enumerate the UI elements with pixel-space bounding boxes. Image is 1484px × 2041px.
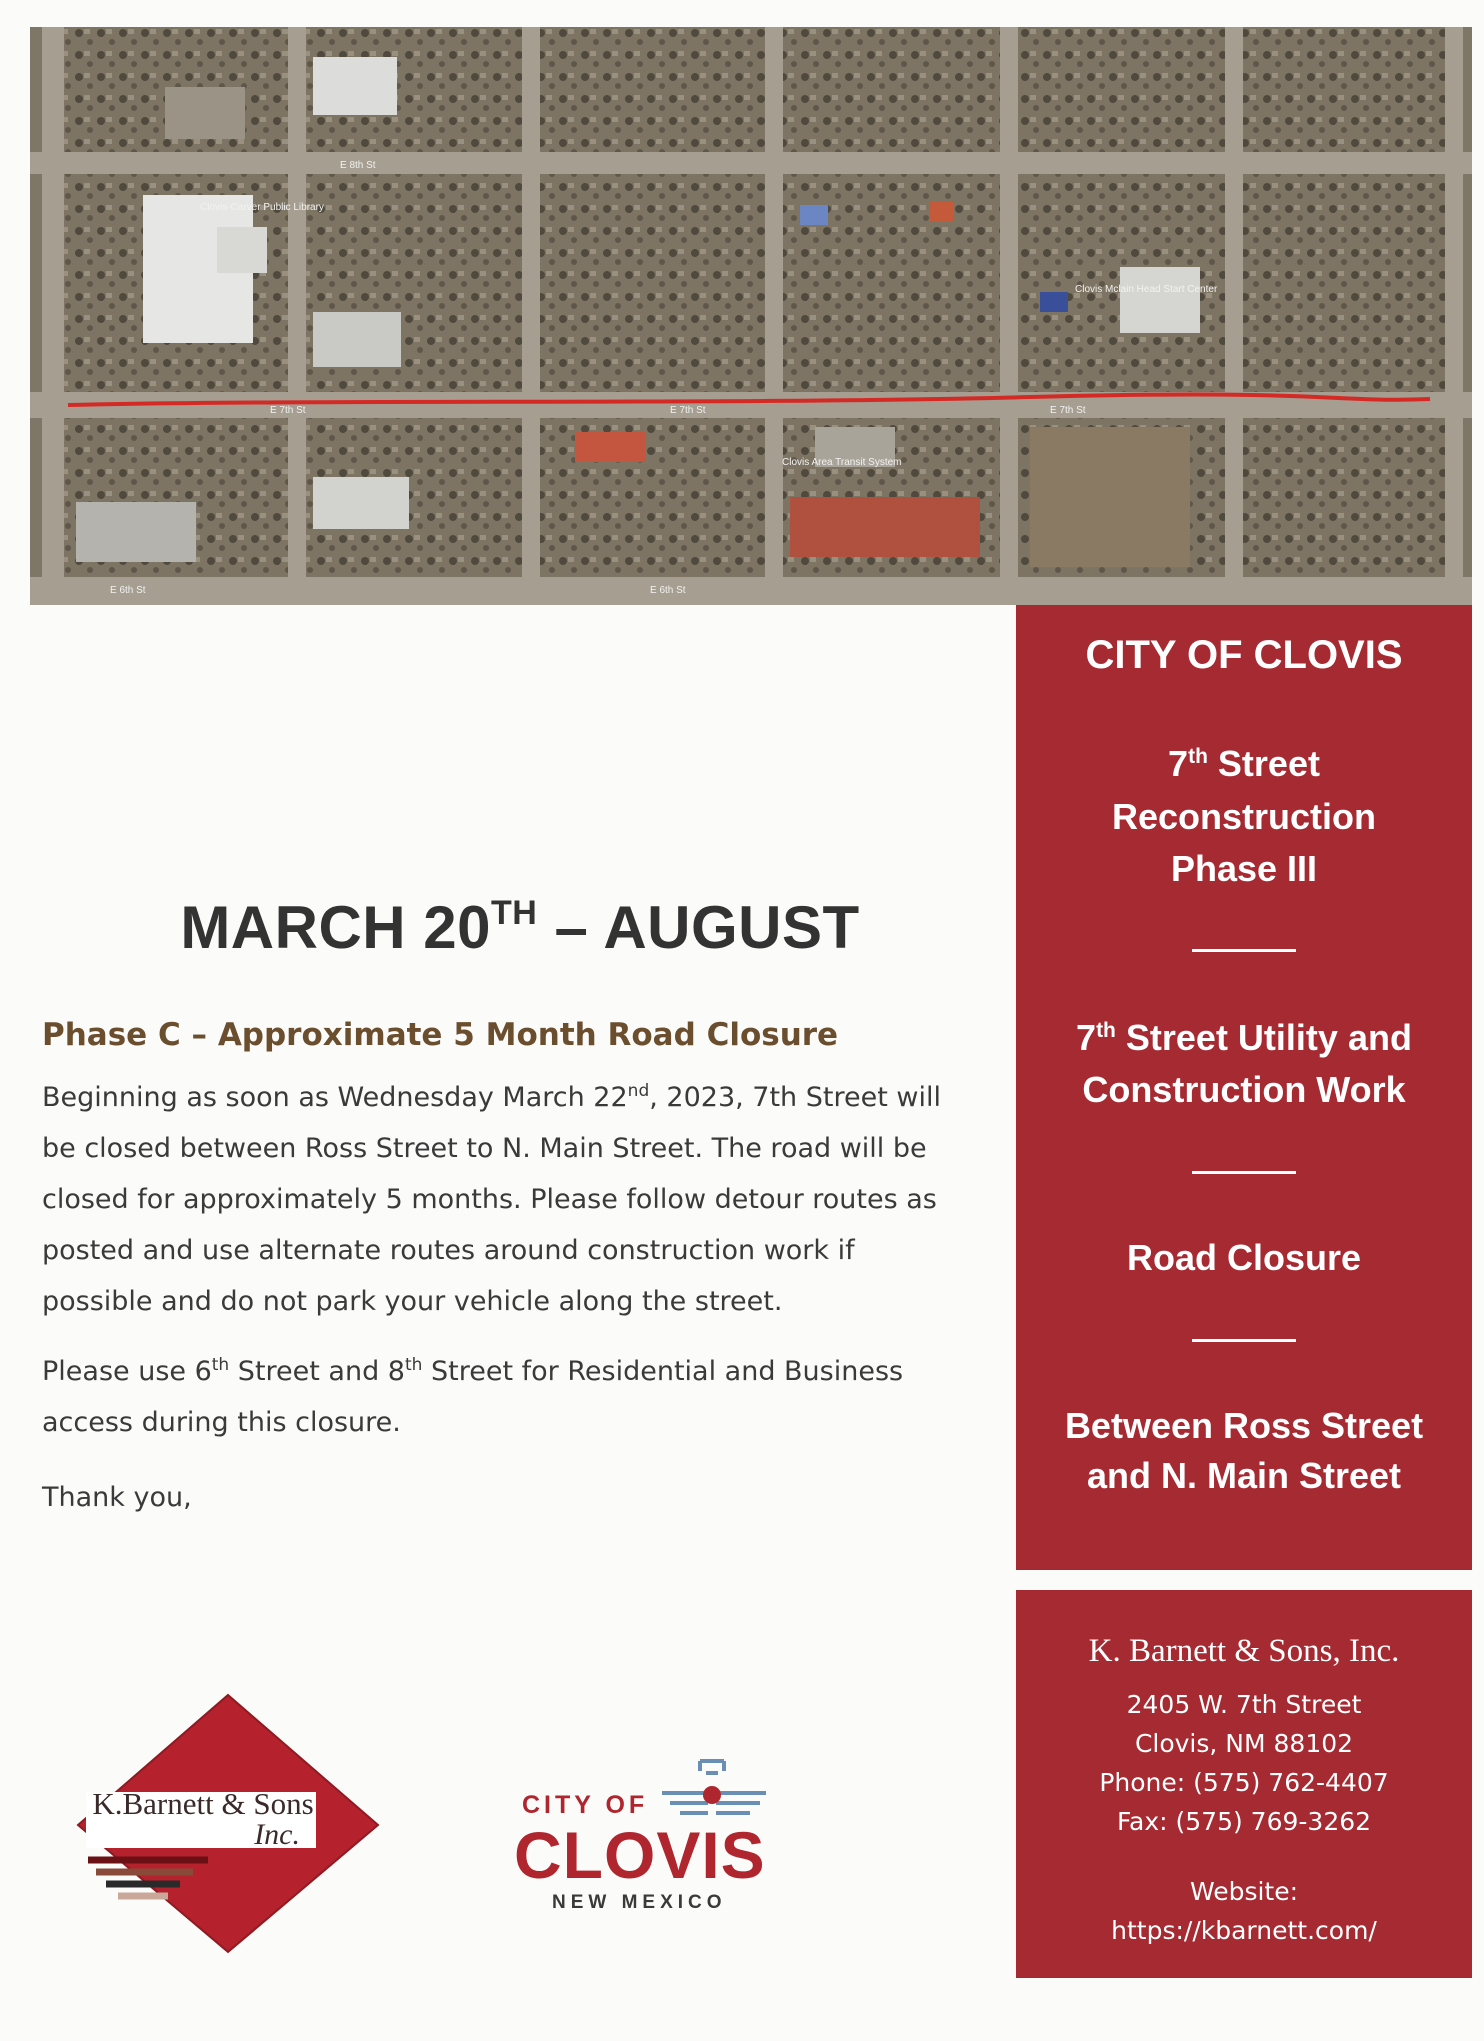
clovis-logo-state: NEW MEXICO [552, 1892, 727, 1913]
panel-closure: Road Closure [1126, 1237, 1362, 1278]
aerial-map-graphic [30, 27, 1472, 605]
map-label-headstart: Clovis Mclain Head Start Center [1075, 284, 1218, 295]
contact-website-label: Website: [1189, 1877, 1299, 1906]
kbarnett-logo [68, 1690, 388, 1960]
map-block [783, 27, 1000, 152]
panel-divider [1192, 1339, 1296, 1342]
para1-line2: be closed between Ross Street to N. Main Street. The road will be [42, 1133, 927, 1164]
para2-line2: access during this closure. [42, 1407, 401, 1438]
panel-divider [1192, 949, 1296, 952]
aerial-map [30, 27, 1472, 605]
map-street-8th: E 8th St [340, 160, 376, 171]
para1-line3: closed for approximately 5 months. Please follow detour routes as [42, 1184, 937, 1215]
contact-city: Clovis, NM 88102 [1134, 1729, 1354, 1758]
map-block [1018, 27, 1225, 152]
clovis-logo-name: CLOVIS [514, 1818, 766, 1892]
panel-divider [1192, 1171, 1296, 1174]
map-label-library: Clovis-Carver Public Library [200, 202, 324, 213]
para1-line4: posted and use alternate routes around construction work if [42, 1235, 855, 1266]
contact-phone: Phone: (575) 762-4407 [1099, 1768, 1389, 1797]
headline-end: – AUGUST [537, 894, 860, 961]
map-street-6th: E 6th St [110, 585, 146, 596]
map-street-7th: E 7th St [270, 405, 306, 416]
para1-line1: Beginning as soon as Wednesday March 22nd, 2023, 7th Street will [42, 1081, 941, 1113]
access-paragraph [42, 1346, 1002, 1448]
contact-website-link[interactable]: https://kbarnett.com/ [1111, 1916, 1377, 1945]
panel-between-line1: Between Ross Street [1064, 1405, 1424, 1446]
contact-box [1016, 1590, 1472, 1978]
contact-company: K. Barnett & Sons, Inc. [1088, 1633, 1400, 1669]
map-label-transit: Clovis Area Transit System [782, 457, 902, 468]
clovis-emblem-icon [660, 1755, 770, 1825]
map-block [540, 27, 765, 152]
panel-project-line1: 7th Street [1168, 743, 1320, 784]
kbarnett-logo-name: K.Barnett & Sons [92, 1786, 314, 1821]
panel-project-line3: Phase III [1170, 848, 1318, 889]
panel-work-line1: 7th Street Utility and [1076, 1017, 1412, 1058]
clovis-logo-cityof: CITY OF [522, 1791, 649, 1819]
para1-line5: possible and do not park your vehicle along the street. [42, 1286, 783, 1317]
map-street-7th-b: E 7th St [670, 405, 706, 416]
date-headline [40, 893, 1000, 962]
headline-date: MARCH 20 [180, 894, 492, 961]
info-panel [1016, 605, 1472, 1570]
closure-paragraph [42, 1072, 1002, 1327]
map-block [540, 418, 765, 577]
panel-city-title: CITY OF CLOVIS [1085, 633, 1403, 677]
map-block [1243, 174, 1445, 392]
para2-line1: Please use 6th Street and 8th Street for Residential and Business [42, 1355, 904, 1387]
city-of-clovis-logo [510, 1755, 810, 1925]
contact-address: 2405 W. 7th Street [1126, 1690, 1362, 1719]
map-block [1243, 418, 1445, 577]
contact-fax: Fax: (575) 769-3262 [1116, 1807, 1372, 1836]
headline-sup: TH [491, 894, 538, 932]
panel-project-line2: Reconstruction [1111, 796, 1377, 837]
phase-title: Phase C – Approximate 5 Month Road Closure [42, 1017, 839, 1053]
map-street-6th-b: E 6th St [650, 585, 686, 596]
panel-work-line2: Construction Work [1082, 1069, 1406, 1110]
map-block [1243, 27, 1445, 152]
panel-between-line2: and N. Main Street [1086, 1455, 1402, 1496]
kbarnett-logo-inc: Inc. [254, 1818, 300, 1851]
kbarnett-logo-graphic [68, 1690, 388, 1960]
map-block [540, 174, 765, 392]
closing-text: Thank you, [42, 1482, 192, 1513]
map-street-7th-c: E 7th St [1050, 405, 1086, 416]
